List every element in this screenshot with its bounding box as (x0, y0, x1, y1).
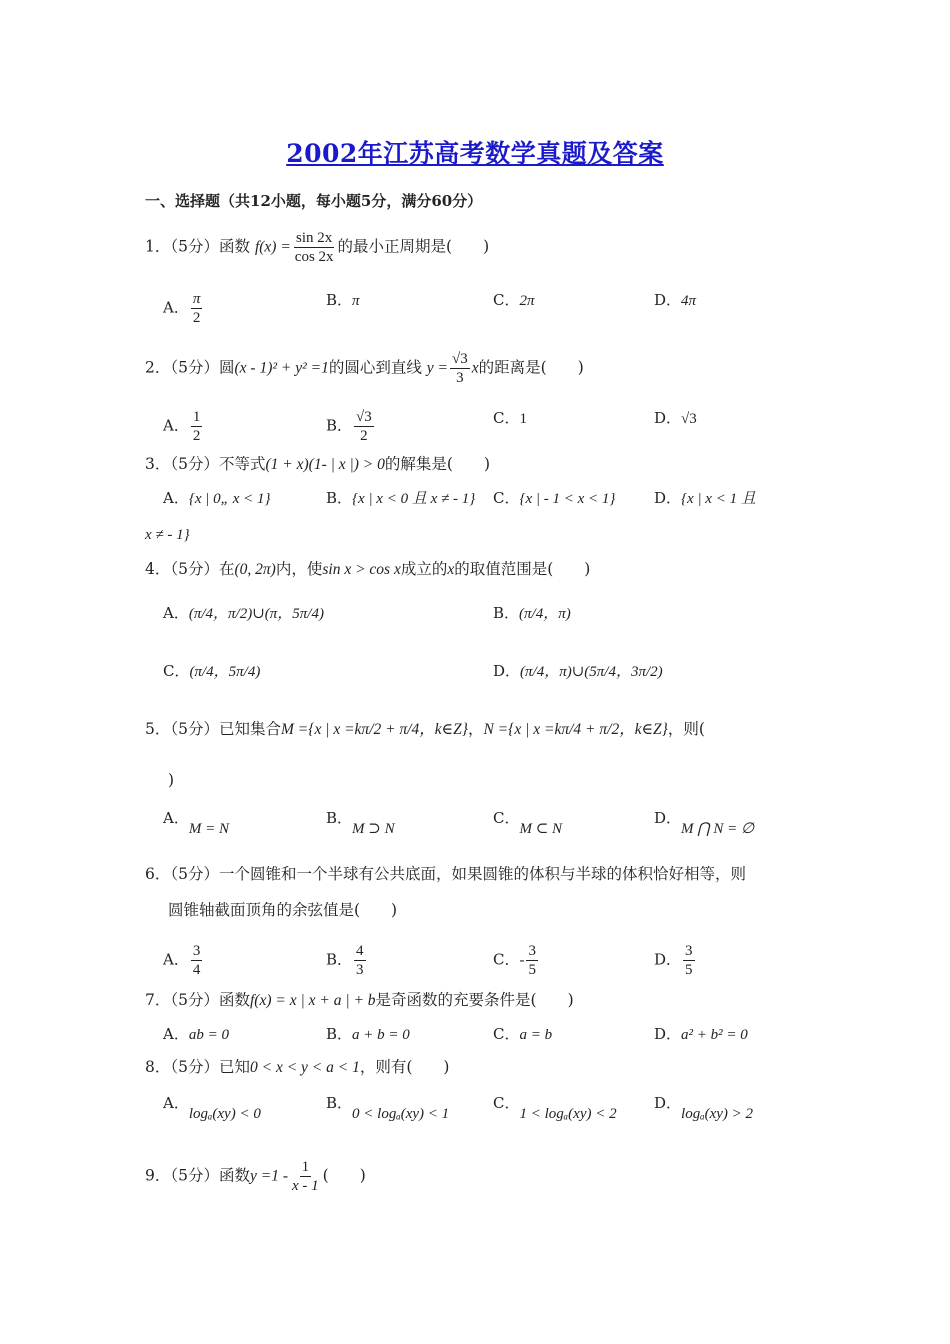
q8-option-d[interactable]: D．logₐ(xy) > 2 (654, 1094, 754, 1122)
q2-option-d[interactable]: D．√3 (654, 409, 697, 427)
q2-option-b[interactable]: B． $\frac{√3}{2}$ (326, 409, 372, 444)
q1-option-a[interactable]: A． $\frac{\pi}{2}$ (163, 291, 201, 326)
question-6-line2: 圆锥轴截面顶角的余弦值是( ) (168, 901, 398, 919)
question-5-close: ) (168, 771, 175, 789)
section-heading: 一、选择题（共12小题，每小题5分，满分60分） (145, 192, 483, 210)
q8-option-c[interactable]: C．1 < logₐ(xy) < 2 (493, 1094, 617, 1122)
question-9: 9．（5分）函数y =1 - $\frac{1}{x - 1}$ ( ) (145, 1159, 366, 1194)
q3-option-a[interactable]: A．{x | 0„ x < 1} (163, 489, 271, 507)
question-1: 1．（5分）函数 f(x) = $\frac{\sin 2x}{\cos 2x}$ 的最小正周期是( ) (145, 230, 490, 265)
q1-option-d[interactable]: D．4π (654, 291, 697, 309)
q3-option-d[interactable]: D．{x | x < 1 且 (654, 489, 756, 507)
q6-option-a[interactable]: A． $\frac{3}{4}$ (163, 943, 201, 978)
question-4: 4．（5分）在(0, 2π)内，使sin x > cos x成立的x的取值范围是( ) (145, 560, 591, 578)
question-6: 6．（5分）一个圆锥和一个半球有公共底面，如果圆锥的体积与半球的体积恰好相等，则 (145, 865, 746, 883)
q7-option-a[interactable]: A．ab = 0 (163, 1025, 229, 1043)
question-7: 7．（5分）函数f(x) = x | x + a | + b是奇函数的充要条件是( ) (145, 991, 574, 1009)
q5-option-d[interactable]: D．M ⋂ N = ∅ (654, 809, 755, 837)
q1-option-c[interactable]: C．2π (493, 291, 535, 309)
q5-option-a[interactable]: A．M = N (163, 809, 229, 837)
q5-option-b[interactable]: B．M ⊃ N (326, 809, 395, 837)
question-8: 8．（5分）已知0 < x < y < a < 1，则有( ) (145, 1058, 450, 1076)
q4-option-a[interactable]: A．(π/4，π/2)∪(π，5π/4) (163, 604, 324, 622)
q7-option-d[interactable]: D．a² + b² = 0 (654, 1025, 748, 1043)
q4-option-c[interactable]: C．(π/4，5π/4) (163, 662, 261, 680)
q6-option-b[interactable]: B． $\frac{4}{3}$ (326, 943, 364, 978)
q6-option-c[interactable]: C．- $\frac{3}{5}$ (493, 943, 536, 978)
q2-option-a[interactable]: A． $\frac{1}{2}$ (163, 409, 201, 444)
q5-option-c[interactable]: C．M ⊂ N (493, 809, 563, 837)
q3-option-d-continued: x ≠ - 1} (145, 527, 190, 543)
q8-option-b[interactable]: B．0 < logₐ(xy) < 1 (326, 1094, 450, 1122)
fraction: $\frac{\sin 2x}{\cos 2x}$ (294, 230, 334, 265)
question-2: 2．（5分）圆(x - 1)² + y² =1的圆心到直线 y = $\frac{√3}{3}$ x的距离是( ) (145, 351, 584, 386)
q7-option-b[interactable]: B．a + b = 0 (326, 1025, 410, 1043)
question-number: 1． (145, 237, 171, 256)
q4-option-b[interactable]: B．(π/4，π) (493, 604, 571, 622)
q1-option-b[interactable]: B．π (326, 291, 360, 309)
q3-option-b[interactable]: B．{x | x < 0 且 x ≠ - 1} (326, 489, 476, 507)
q3-option-c[interactable]: C．{x | - 1 < x < 1} (493, 489, 616, 507)
q8-option-a[interactable]: A．logₐ(xy) < 0 (163, 1094, 261, 1122)
question-5: 5．（5分）已知集合M ={x | x =kπ/2 + π/4，k∈Z}，N ={x | x =kπ/4 + π/2，k∈Z}，则( (145, 720, 705, 738)
q7-option-c[interactable]: C．a = b (493, 1025, 553, 1043)
page-title[interactable]: 2002年江苏高考数学真题及答案 (286, 139, 664, 168)
q2-option-c[interactable]: C．1 (493, 409, 527, 427)
question-3: 3．（5分）不等式(1 + x)(1- | x |) > 0的解集是( ) (145, 455, 490, 473)
q4-option-d[interactable]: D．(π/4，π)∪(5π/4，3π/2) (493, 662, 663, 680)
q6-option-d[interactable]: D． $\frac{3}{5}$ (654, 943, 693, 978)
